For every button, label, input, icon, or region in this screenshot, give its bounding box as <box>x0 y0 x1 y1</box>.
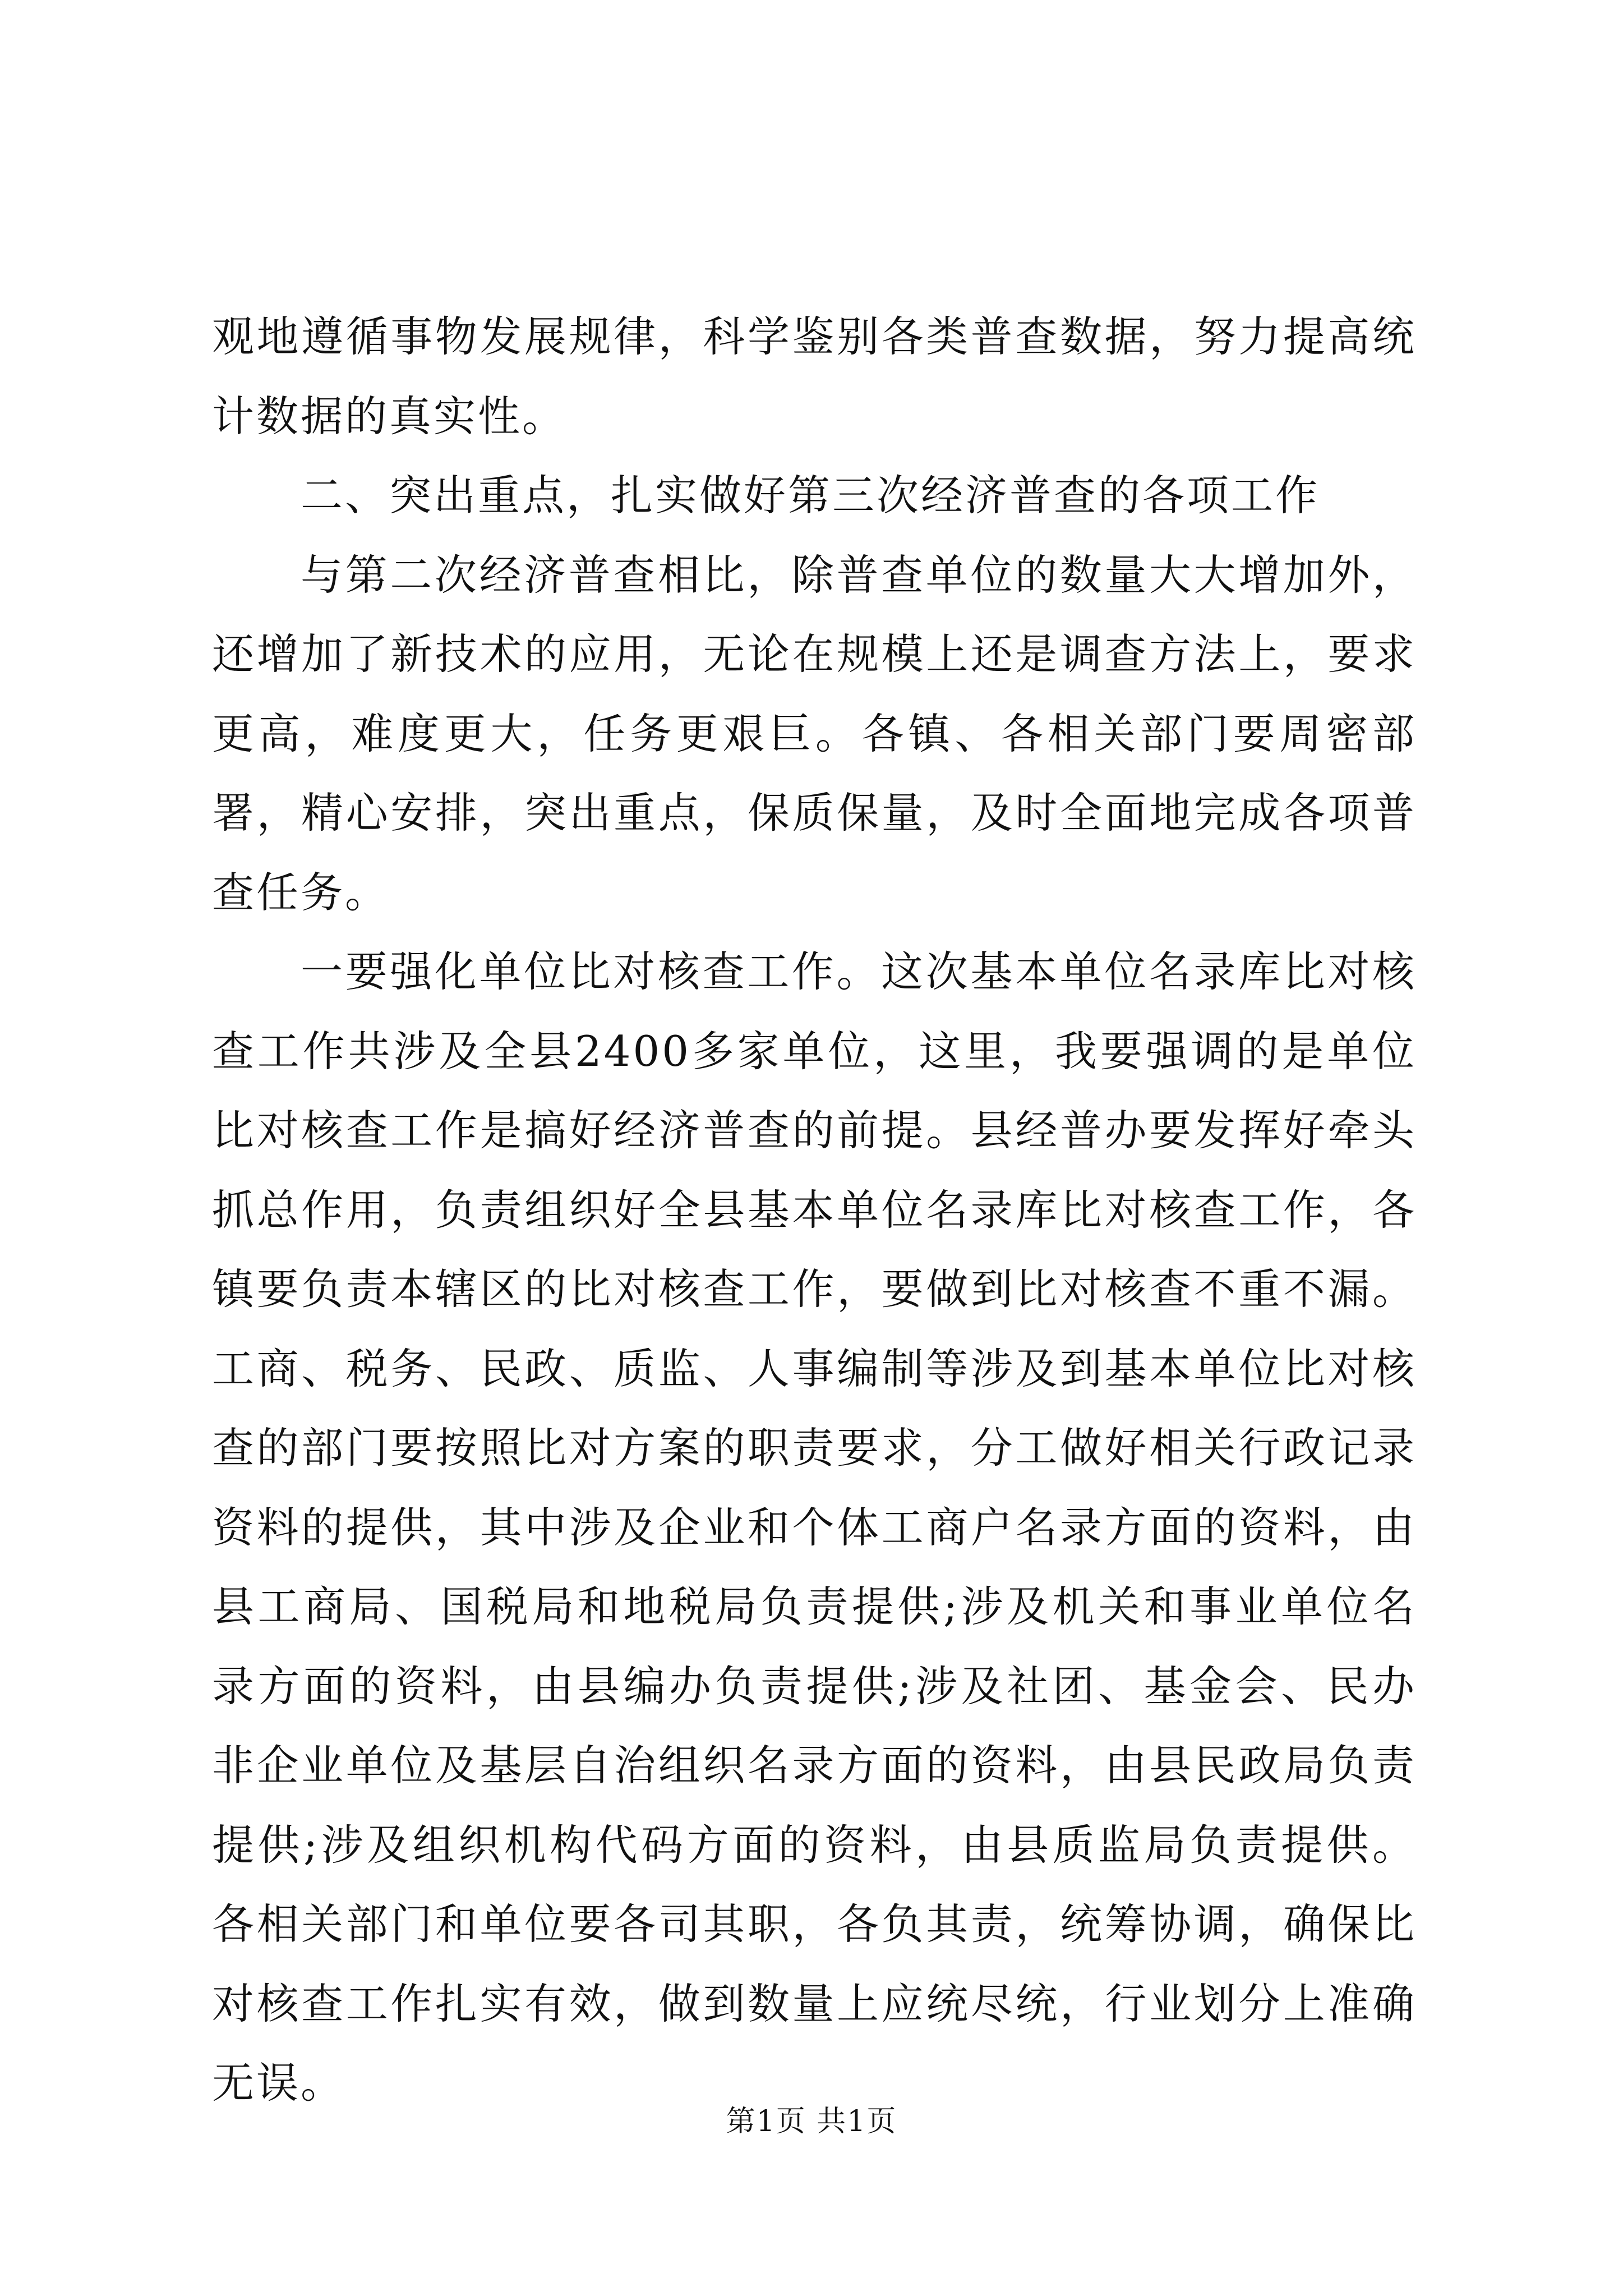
paragraph-intro: 与第二次经济普查相比，除普查单位的数量大大增加外，还增加了新技术的应用，无论在规模上还是调查方法上，要求更高，难度更大，任务更艰巨。各镇、各相关部门要周密部署，精心安排，突出重点，保质保量，及时全面地完成各项普查任务。 <box>212 550 1417 917</box>
page-footer: 第1页 共1页 <box>726 2105 897 2138</box>
document-body <box>212 297 1417 2123</box>
section-heading: 二、突出重点，扎实做好第三次经济普查的各项工作 <box>301 471 1320 520</box>
paragraph-verification: 一要强化单位比对核查工作。这次基本单位名录库比对核查工作共涉及全县2400多家单位，这里，我要强调的是单位比对核查工作是搞好经济普查的前提。县经普办要发挥好牵头抓总作用，负责组织好全县基本单位名录库比对核查工作，各镇要负责本辖区的比对核查工作，要做到比对核查不重不漏。工商、税务、民政、质监、人事编制等涉及到基本单位比对核查的部门要按照比对方案的职责要求，分工做好相关行政记录资料的提供，其中涉及企业和个体工商户名录方面的资料，由县工商局、国税局和地税局负责提供;涉及机关和事业单位名录方面的资料，由县编办负责提供;涉及社团、基金会、民办非企业单位及基层自治组织名录方面的资料，由县民政局负责提供;涉及组织机构代码方面的资料，由县质监局负责提供。各相关部门和单位要各司其职，各负其责，统筹协调，确保比对核查工作扎实有效，做到数量上应统尽统，行业划分上准确无误。 <box>212 947 1417 2108</box>
paragraph-continuation: 观地遵循事物发展规律，科学鉴别各类普查数据，努力提高统计数据的真实性。 <box>212 312 1417 441</box>
